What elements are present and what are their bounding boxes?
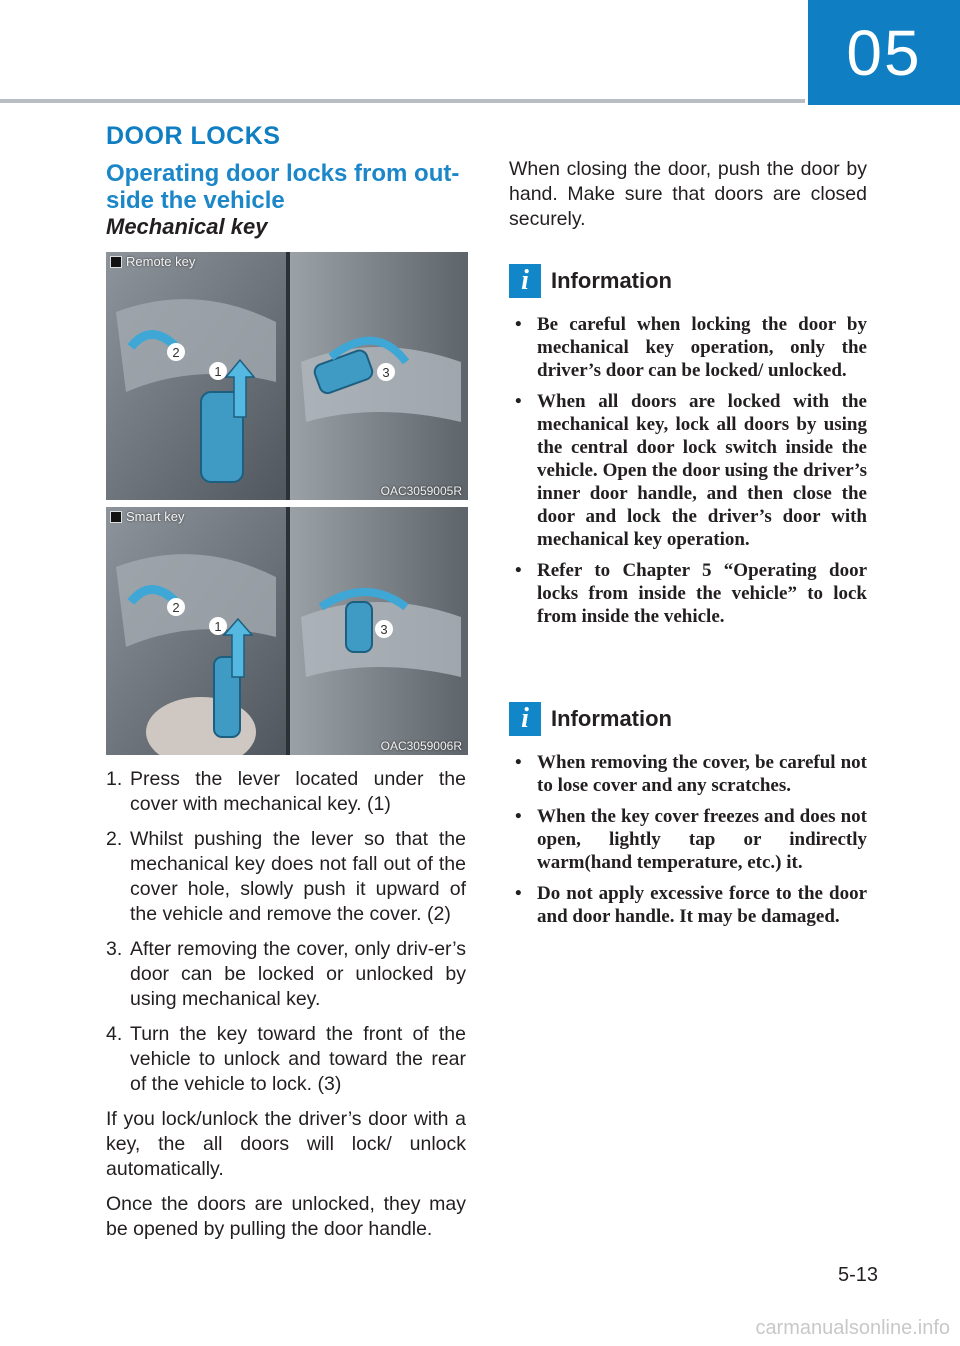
info-item [509, 805, 867, 874]
bullet: • [515, 391, 522, 412]
figure-code: OAC3059006R [380, 739, 462, 753]
step-item [106, 827, 466, 927]
bullet: • [515, 806, 522, 827]
info-item [509, 559, 867, 628]
square-bullet-icon [110, 511, 122, 523]
step-item [106, 1022, 466, 1097]
info-title: Information [551, 268, 672, 293]
info-item [509, 313, 867, 382]
step-text: Turn the key toward the front of the vehicle to unlock and toward the rear of the vehicle to lock. (3) [130, 1023, 466, 1095]
figure-label [110, 509, 185, 524]
step-number: 4. [106, 1023, 123, 1045]
callout-3: 3 [382, 365, 390, 380]
bullet: • [515, 314, 522, 335]
remote-key-illustration [106, 252, 468, 500]
info-title: Information [551, 706, 672, 731]
smart-key-illustration [106, 507, 468, 755]
info-list [509, 751, 867, 936]
step-number: 3. [106, 938, 123, 960]
step-item [106, 767, 466, 817]
info-item [509, 751, 867, 797]
section-title: DOOR LOCKS [106, 122, 281, 150]
sub-subsection-title: Mechanical key [106, 214, 268, 239]
information-icon: i [509, 264, 541, 298]
info-item-text: When removing the cover, be careful not to lose cover and any scratches. [537, 752, 867, 796]
information-icon: i [509, 702, 541, 736]
info-item [509, 882, 867, 928]
body-paragraph: Once the doors are unlocked, they may be opened by pulling the door handle. [106, 1193, 466, 1240]
callout-3: 3 [380, 622, 388, 637]
info-item [509, 390, 867, 551]
info-header [509, 702, 672, 736]
square-bullet-icon [110, 256, 122, 268]
subsection-title: Operating door locks from out-side the vehicle [106, 160, 460, 214]
info-list [509, 313, 867, 636]
header-rule [0, 99, 805, 103]
figure-smart-key [106, 507, 468, 755]
figure-code: OAC3059005R [380, 484, 462, 498]
step-number: 2. [106, 828, 123, 850]
watermark: carmanualsonline.info [755, 1317, 950, 1339]
callout-1: 1 [214, 364, 222, 379]
bullet: • [515, 883, 522, 904]
figure-remote-key [106, 252, 468, 500]
figure-label-text: Remote key [126, 254, 196, 269]
step-item [106, 937, 466, 1012]
page-number: 5-13 [838, 1264, 879, 1286]
figure-label-text: Smart key [126, 509, 185, 524]
info-item-text: When the key cover freezes and does not open, lightly tap or indirectly warm(hand temperature, etc.) it. [537, 806, 867, 873]
step-text: After removing the cover, only driv-er’s door can be locked or unlocked by using mechanical key. [130, 938, 466, 1010]
callout-2: 2 [172, 600, 180, 615]
callout-1: 1 [214, 619, 222, 634]
step-number: 1. [106, 768, 123, 790]
info-item-text: Do not apply excessive force to the door and door handle. It may be damaged. [537, 883, 867, 927]
info-item-text: Refer to Chapter 5 “Operating door locks from inside the vehicle” to lock from inside the vehicle. [537, 560, 867, 627]
info-header [509, 264, 672, 298]
bullet: • [515, 560, 522, 581]
step-text: Whilst pushing the lever so that the mechanical key does not fall out of the cover hole, slowly push it upward of the vehicle and remove the cover. (2) [130, 828, 466, 925]
callout-2: 2 [172, 345, 180, 360]
procedure-steps [106, 767, 466, 1252]
info-item-text: Be careful when locking the door by mechanical key operation, only the driver’s door can be locked/ unlocked. [537, 314, 867, 381]
chapter-number: 05 [846, 16, 922, 89]
info-item-text: When all doors are locked with the mechanical key, lock all doors by using the central door lock switch inside the vehicle. Open the door using the driver’s inner door handle, and then close the door and lock the driver’s door with mechanical key operation. [537, 391, 867, 550]
chapter-number-tab [808, 0, 960, 105]
bullet: • [515, 752, 522, 773]
step-text: Press the lever located under the cover with mechanical key. (1) [130, 768, 466, 815]
figure-label [110, 254, 195, 269]
body-paragraph: If you lock/unlock the driver’s door with a key, the all doors will lock/ unlock automatically. [106, 1108, 466, 1180]
closing-door-paragraph: When closing the door, push the door by hand. Make sure that doors are closed securely. [509, 158, 867, 230]
